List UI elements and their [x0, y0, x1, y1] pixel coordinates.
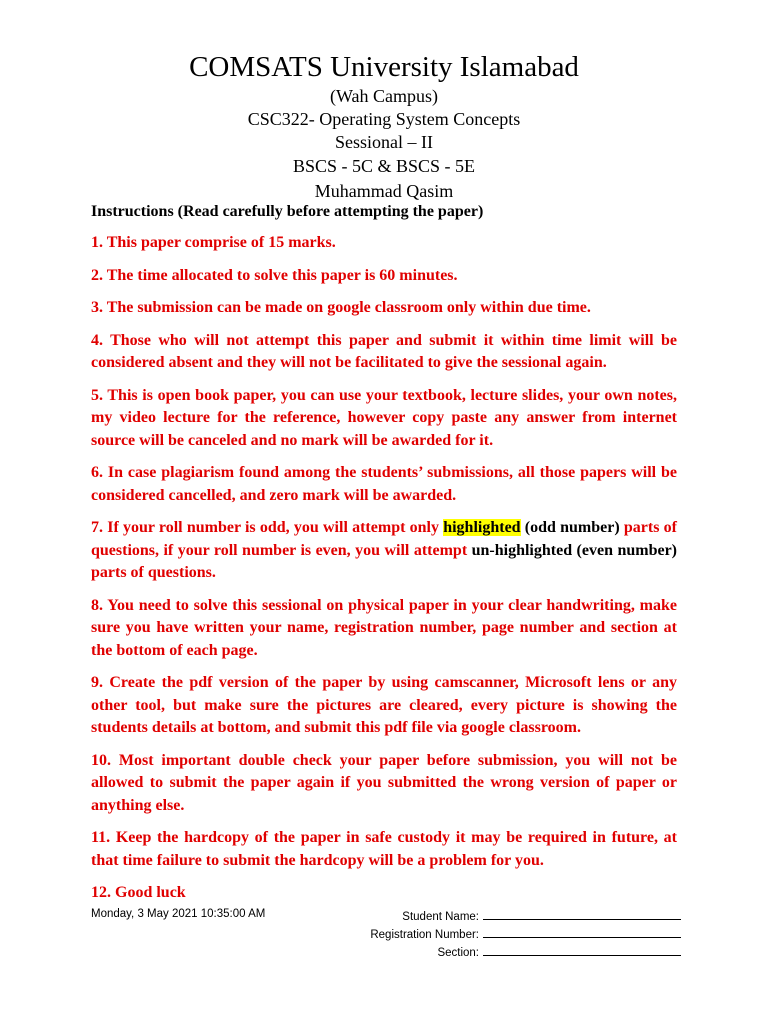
instructor-name: Muhammad Qasim [314, 181, 454, 201]
registration-field[interactable] [483, 926, 681, 938]
section-field[interactable] [483, 944, 681, 956]
instruction7-part3: parts of questions, if your roll number is even, you will attempt [91, 519, 677, 559]
instructions-heading-prefix: Instructions ( [91, 203, 184, 220]
student-name-field[interactable] [483, 908, 681, 920]
student-name-row [370, 908, 681, 926]
instruction-item-7 [91, 517, 677, 585]
registration-label: Registration Number: [370, 929, 479, 941]
campus-name: (Wah Campus) [329, 86, 439, 106]
instruction7-part4: un-highlighted (even number) [471, 541, 677, 559]
instructions-list [91, 232, 677, 915]
instruction-item: 2. The time allocated to solve this paper is 60 minutes. [91, 266, 458, 284]
registration-row [370, 926, 681, 944]
student-details [370, 908, 681, 962]
instruction7-part1: 7. If your roll number is odd, you will attempt only [91, 519, 444, 536]
instruction-item: 3. The submission can be made on google classroom only within due time. [91, 299, 591, 316]
instruction-item: 12. Good luck [91, 884, 186, 901]
instructions-heading-emphasis: Read carefully before attempting the paper [183, 203, 478, 220]
section-row [370, 944, 681, 962]
instruction-item: 1. This paper comprise of 15 marks. [91, 234, 336, 251]
section-label: Section: [437, 947, 479, 959]
student-name-label: Student Name: [402, 911, 479, 923]
course-title: CSC322- Operating System Concepts [247, 109, 521, 129]
instruction7-part5: parts of questions. [91, 564, 216, 581]
instruction-item: 4. Those who will not attempt this paper and submit it within time limit will be considered absent and they will not be facilitated to give the sessional again. [91, 331, 677, 371]
instruction-item: 11. Keep the hardcopy of the paper in safe custody it may be required in future, at that time failure to submit the hardcopy will be a problem for you. [91, 829, 677, 869]
instruction-item: 5. This is open book paper, you can use your textbook, lecture slides, your own notes, my video lecture for the reference, however copy paste any answer from internet source will be canceled and no mark will be awarded for it. [91, 386, 677, 449]
highlighted-word: highlighted [443, 519, 521, 536]
instruction-item: 6. In case plagiarism found among the students’ submissions, all those papers will be considered cancelled, and zero mark will be awarded. [91, 464, 677, 504]
exam-title: Sessional – II [335, 132, 433, 152]
instruction-item: 9. Create the pdf version of the paper by using camscanner, Microsoft lens or any other tool, but make sure the pictures are cleared, every picture is showing the students details at bottom, and submit this pdf file via google classroom. [91, 674, 677, 736]
instructions-heading [91, 201, 483, 223]
instruction-item: 8. You need to solve this sessional on physical paper in your clear handwriting, make sure you have written your name, registration number, page number and section at the bottom of each page. [91, 596, 677, 659]
instruction-item: 10. Most important double check your paper before submission, you will not be allowed to submit the paper again if you submitted the wrong version of paper or anything else. [91, 751, 677, 814]
sections-line: BSCS - 5C & BSCS - 5E [292, 156, 476, 176]
footer-date: Monday, 3 May 2021 10:35:00 AM [91, 908, 266, 920]
instruction7-part2: (odd number) [520, 519, 624, 536]
instructions-heading-suffix: ) [477, 203, 484, 220]
university-name: COMSATS University Islamabad [189, 51, 579, 83]
